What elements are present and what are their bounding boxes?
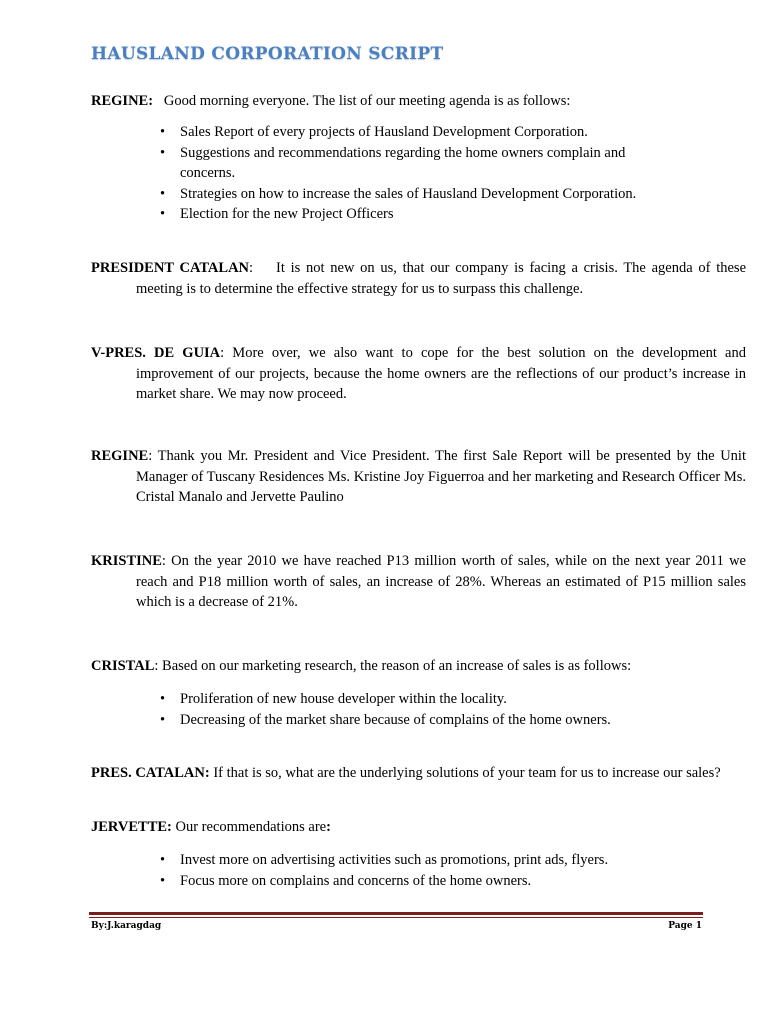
list-item: • Election for the new Project Officers — [160, 204, 660, 225]
paragraph-regine-introduction — [91, 446, 746, 508]
list-item: • Decreasing of the market share because of complains of the home owners. — [160, 710, 660, 731]
paragraph-kristine — [91, 551, 746, 613]
speaker-label: JERVETTE: — [91, 819, 172, 835]
paragraph-jervette — [91, 817, 701, 838]
speaker-separator: : — [249, 260, 254, 276]
list-item: • Sales Report of every projects of Hausland Development Corporation. — [160, 122, 660, 143]
paragraph-text: : More over, we also want to cope for the best solution on the development and improvement of our projects, because the home owners are the reflections of our product’s increase in market share. We may now proceed. — [136, 345, 746, 402]
paragraph-president-catalan — [91, 258, 746, 299]
paragraph-regine-intro — [91, 91, 701, 112]
list-item: • Strategies on how to increase the sales of Hausland Development Corporation. — [160, 184, 660, 205]
paragraph-text: Good morning everyone. The list of our meeting agenda is as follows: — [163, 93, 571, 109]
footer-author: By:J.karagdag — [91, 921, 162, 931]
paragraph-text: : Thank you Mr. President and Vice President. The first Sale Report will be presented by the Unit Manager of Tuscany Residences Ms. Kristine Joy Figuerroa and her marketing and Research Officer Ms. Cristal Manalo and Jervette Paulino — [136, 448, 746, 505]
speaker-label: PRES. CATALAN: — [91, 765, 210, 781]
speaker-label: V-PRES. DE GUIA — [91, 345, 221, 361]
list-item: • Focus more on complains and concerns of the home owners. — [160, 871, 660, 892]
speaker-label: REGINE: — [91, 93, 154, 109]
speaker-label: REGINE — [91, 448, 149, 464]
paragraph-vpres-de-guia — [91, 343, 746, 405]
list-item: • Suggestions and recommendations regarding the home owners complain and concerns. — [160, 143, 660, 184]
paragraph-pres-catalan — [91, 763, 746, 784]
paragraph-text: : Based on our marketing research, the reason of an increase of sales is as follows: — [154, 658, 632, 674]
footer-rule-thin — [89, 917, 703, 918]
paragraph-text: If that is so, what are the underlying solutions of your team for us to increase our sales? — [213, 765, 721, 781]
speaker-label: PRESIDENT CATALAN — [91, 260, 250, 276]
paragraph-text: Our recommendations are — [175, 819, 327, 835]
recommendations-list — [160, 850, 660, 891]
paragraph-cristal — [91, 656, 701, 677]
document-title: HAUSLAND CORPORATION SCRIPT — [91, 44, 444, 64]
agenda-list — [160, 122, 660, 225]
trailing-colon: : — [326, 819, 331, 835]
paragraph-text: : On the year 2010 we have reached P13 million worth of sales, while on the next year 2011 we reach and P18 million worth of sales, an increase of 28%. Whereas an estimated of P15 million sales which is a decrease of 21%. — [136, 553, 746, 610]
footer-rule-thick — [89, 912, 703, 915]
speaker-label: KRISTINE — [91, 553, 162, 569]
paragraph-text: It is not new on us, that our company is facing a crisis. The agenda of these meeting is to determine the effective strategy for us to surpass this challenge. — [136, 260, 747, 297]
reasons-list — [160, 689, 660, 730]
list-item: • Invest more on advertising activities such as promotions, print ads, flyers. — [160, 850, 660, 871]
list-item: • Proliferation of new house developer within the locality. — [160, 689, 660, 710]
speaker-label: CRISTAL — [91, 658, 155, 674]
footer-page-number: Page 1 — [668, 921, 702, 931]
